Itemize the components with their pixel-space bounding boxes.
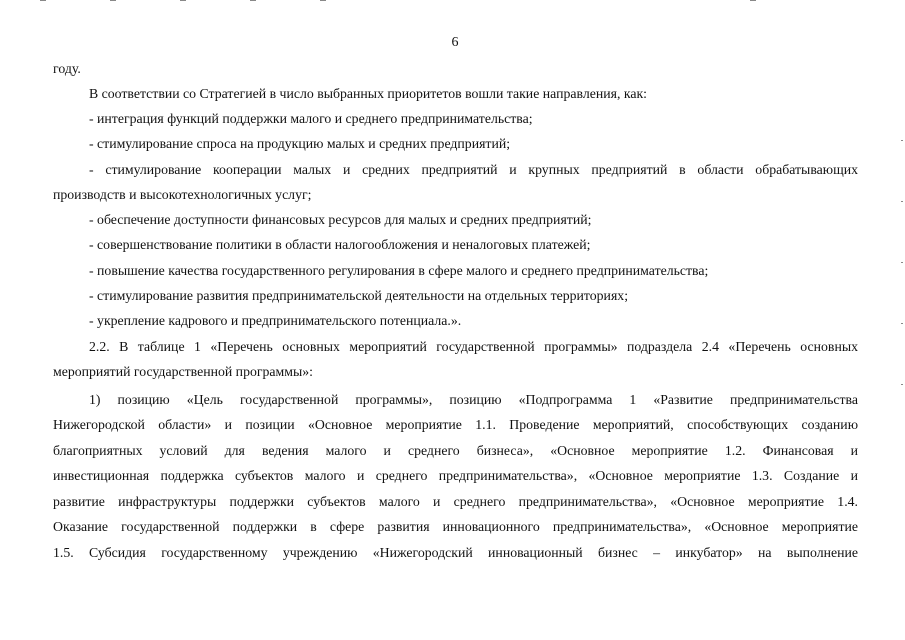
text-line: Нижегородской области» и позиции «Основное мероприятие 1.1. Проведение мероприятий, способствующих созданию	[53, 417, 858, 432]
text-line: году.	[53, 61, 81, 76]
text-line: инвестиционная поддержка субъектов малого и среднего предпринимательства», «Основное мероприятие 1.3. Создание и	[53, 468, 858, 483]
list-item: - стимулирование кооперации малых и средних предприятий и крупных предприятий в области обрабатывающих	[89, 162, 858, 177]
text-line: В соответствии со Стратегией в число выбранных приоритетов вошли такие направления, как:	[89, 86, 648, 101]
text-line: 2.2. В таблице 1 «Перечень основных мероприятий государственной программы» подраздела 2.4 «Перечень основных	[89, 339, 858, 354]
text-line: благоприятных условий для ведения малого и среднего бизнеса», «Основное мероприятие 1.2. Финансовая и	[53, 443, 858, 458]
list-item: - повышение качества государственного регулирования в сфере малого и среднего предпринимательства;	[89, 263, 709, 278]
list-item: - интеграция функций поддержки малого и среднего предпринимательства;	[89, 111, 533, 126]
text-line: мероприятий государственной программы»:	[53, 364, 314, 379]
scan-mark	[901, 262, 903, 263]
list-item: - обеспечение доступности финансовых ресурсов для малых и средних предприятий;	[89, 212, 592, 227]
scan-mark	[901, 140, 903, 141]
list-item: - совершенствование политики в области налогообложения и неналоговых платежей;	[89, 237, 591, 252]
scan-top-edge	[0, 0, 905, 4]
text-line: развитие инфраструктуры поддержки субъектов малого и среднего предпринимательства», «Основное мероприятие 1.4.	[53, 494, 858, 509]
scan-tick	[110, 0, 116, 1]
scan-mark	[901, 384, 903, 385]
text-line: 1.5. Субсидия государственному учреждению «Нижегородский инновационный бизнес – инкубатор» на выполнение	[53, 545, 858, 560]
scan-right-edge	[901, 140, 905, 445]
text-line: Оказание государственной поддержки в сфере развития инновационного предпринимательства», «Основное мероприятие	[53, 519, 858, 534]
text-line: производств и высокотехнологичных услуг;	[53, 187, 312, 202]
page-number: 6	[451, 35, 459, 50]
scan-tick	[180, 0, 186, 1]
list-item: - укрепление кадрового и предпринимательского потенциала.».	[89, 313, 462, 328]
scan-tick	[40, 0, 46, 1]
scan-tick	[250, 0, 256, 1]
list-item: - стимулирование спроса на продукцию малых и средних предприятий;	[89, 136, 511, 151]
text-line: 1) позицию «Цель государственной программы», позицию «Подпрограмма 1 «Развитие предпринимательства	[89, 392, 858, 407]
list-item: - стимулирование развития предпринимательской деятельности на отдельных территориях;	[89, 288, 629, 303]
scan-mark	[901, 201, 903, 202]
scan-mark	[901, 323, 903, 324]
scan-tick	[750, 0, 756, 1]
scan-tick	[320, 0, 326, 1]
